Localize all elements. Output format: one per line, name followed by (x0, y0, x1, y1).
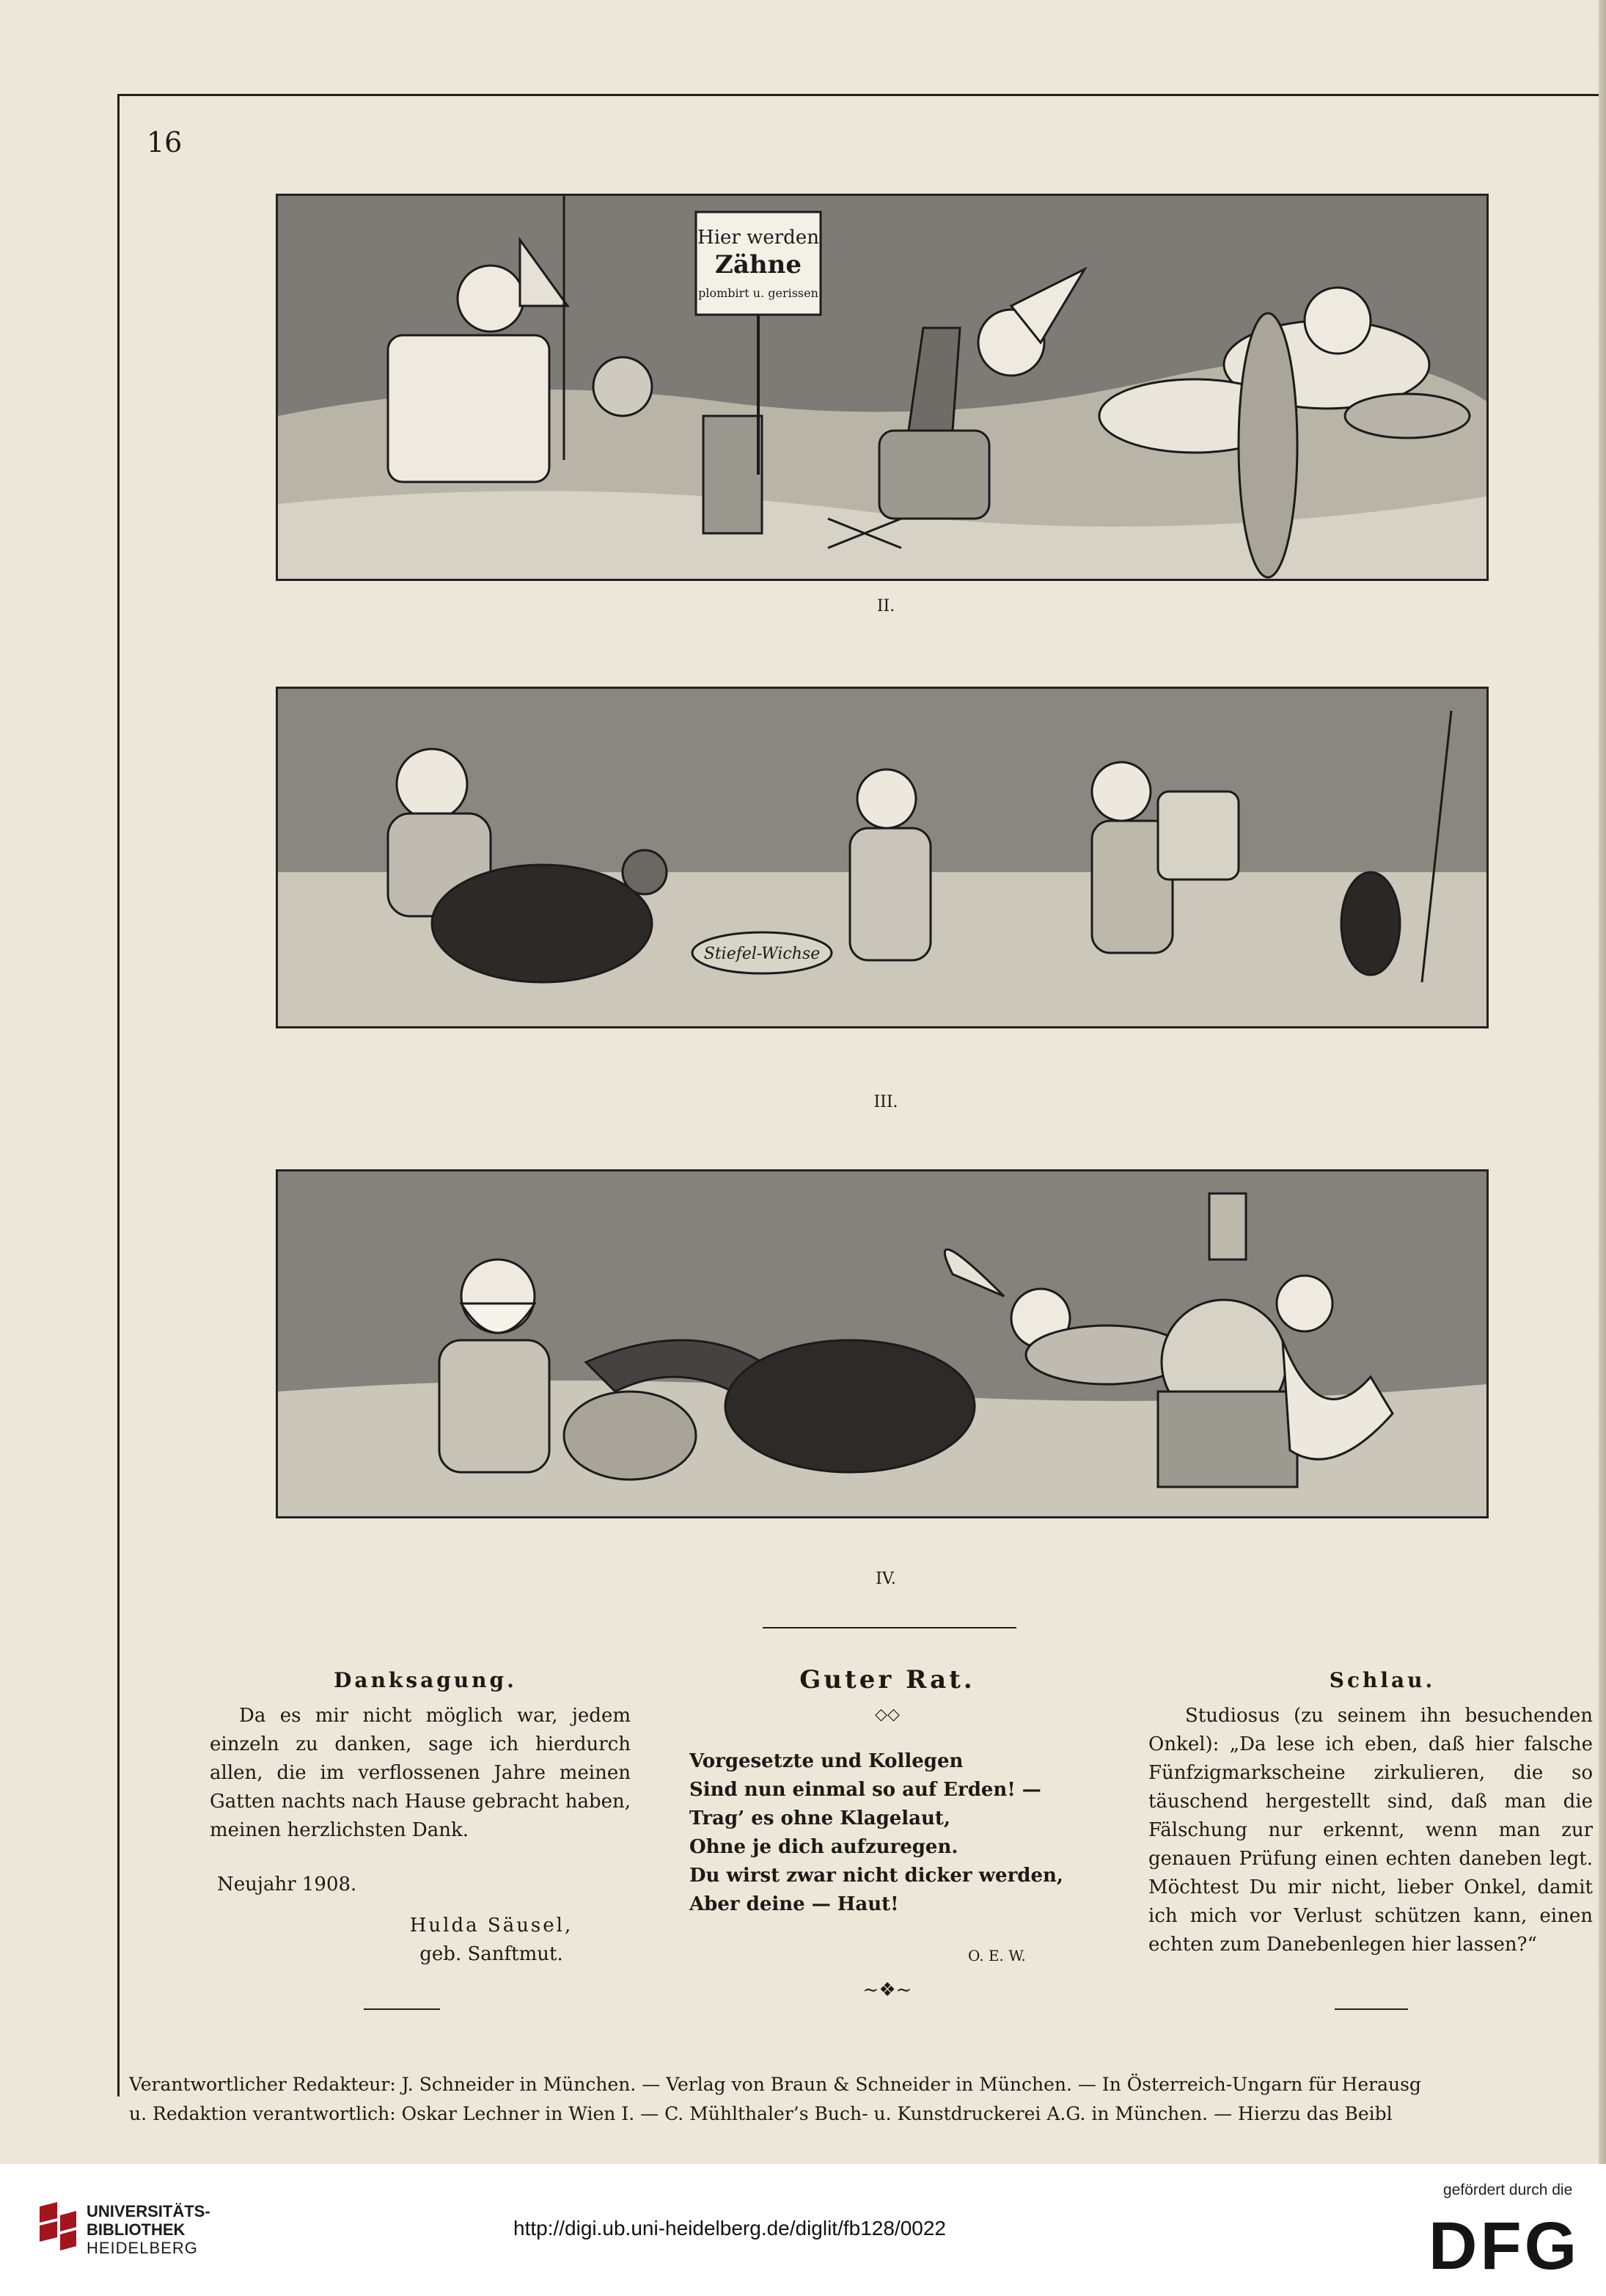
poem-initials: O. E. W. (968, 1947, 1026, 1964)
university-library-name[interactable] (87, 2202, 210, 2257)
library-line-3: HEIDELBERG (87, 2239, 198, 2257)
schlau-text (1148, 1702, 1593, 1959)
schlau-title: Schlau. (1329, 1668, 1436, 1692)
permalink-url[interactable]: http://digi.ub.uni-heidelberg.de/diglit/fb128/0022 (513, 2217, 946, 2240)
poem-line-1: Vorgesetzte und Kollegen (689, 1750, 964, 1772)
page-frame-left (117, 94, 120, 2096)
guter-rat-ornament: ◇◇ (875, 1705, 900, 1724)
poem-line-3: Trag’ es ohne Klagelaut, (689, 1807, 950, 1829)
illustration-boot-polish (276, 687, 1489, 1028)
illustration-dentist (276, 194, 1489, 581)
danksagung-date: Neujahr 1908. (217, 1873, 357, 1895)
danksagung-signature-born: geb. Sanftmut. (419, 1943, 563, 1965)
library-line-1: UNIVERSITÄTS- (87, 2202, 210, 2220)
illustration-grindstone (276, 1169, 1489, 1518)
imprint-line-2: u. Redaktion verantwortlich: Oskar Lechner in Wien I. — C. Mühlthaler’s Buch- u. Kunstdruckerei A.G. in München. — Hierzu das Beibl (129, 2103, 1393, 2124)
left-column-end-rule (364, 2008, 440, 2010)
danksagung-body: Da es mir nicht möglich war, jedem einzeln zu danken, sage ich hierdurch allen, die im verflossenen Jahre meinen Gatten nachts nach Hause gebracht haben, meinen herzlichsten Dank. (210, 1705, 631, 1841)
sign-line-1: Hier werden (697, 227, 819, 249)
imprint-line-1: Verantwortlicher Redakteur: J. Schneider in München. — Verlag von Braun & Schneider in München. — In Österreich-Ungarn für Herausg (129, 2074, 1421, 2095)
section-divider (763, 1627, 1016, 1628)
library-line-2: BIBLIOTHEK (87, 2220, 186, 2239)
sign-line-2: Zähne (715, 250, 802, 279)
tin-label: Stiefel-Wichse (703, 945, 821, 963)
caption-numeral-iv: IV. (876, 1570, 896, 1588)
page-edge (1599, 0, 1606, 2164)
sign-line-3: plombirt u. gerissen (698, 286, 818, 300)
funding-label: gefördert durch die (1443, 2182, 1573, 2198)
dfg-logo[interactable]: DFG (1429, 2209, 1580, 2284)
poem-line-6: Aber deine — Haut! (689, 1893, 899, 1915)
danksagung-title: Danksagung. (334, 1668, 517, 1692)
caption-numeral-ii: II. (876, 597, 895, 615)
danksagung-text (210, 1702, 631, 1845)
danksagung-signature-name: Hulda Säusel, (409, 1915, 573, 1937)
right-column-end-rule (1335, 2008, 1408, 2010)
university-library-logo-icon (35, 2201, 79, 2252)
caption-numeral-iii: III. (873, 1093, 898, 1111)
poem-line-5: Du wirst zwar nicht dicker werden, (689, 1865, 1063, 1887)
poem-end-ornament: ~❖~ (862, 1979, 912, 2001)
guter-rat-poem (689, 1747, 1100, 1919)
poem-line-2: Sind nun einmal so auf Erden! — (689, 1779, 1041, 1801)
page-frame-top (117, 94, 1606, 96)
poem-line-4: Ohne je dich aufzuregen. (689, 1836, 958, 1858)
page-number: 16 (147, 126, 183, 158)
imprint (129, 2070, 1596, 2129)
schlau-body: Studiosus (zu seinem ihn besuchenden Onkel): „Da lese ich eben, daß hier falsche Fünfzigmarkscheine zirkulieren, die so täuschend hergestellt sind, daß man die Fälschung nur erkennt, wenn man zur genauen Prüfung einen echten daneben legt. Möchtest Du mir nicht, lieber Onkel, damit ich mich vor Verlust schützen kann, einen echten zum Danebenlegen hier lassen?“ (1148, 1705, 1593, 1956)
guter-rat-title: Guter Rat. (799, 1665, 975, 1694)
